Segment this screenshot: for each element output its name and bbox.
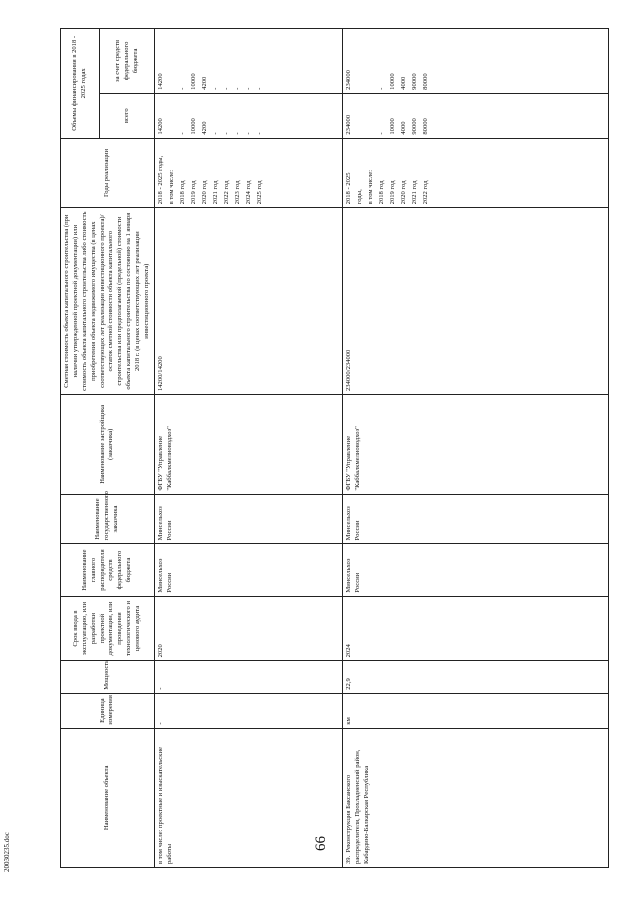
year-line: 2019 год [189,180,197,205]
cell-developer: ФГБУ "Управление "Каббалкмелиоводхоз" [342,395,609,495]
federal-value [168,32,179,90]
cell-total [342,93,609,138]
header-estimated-cost: Сметная стоимость объекта капитального строительства (при наличии утвержденной проектной документации) или стоимость объекта капитального строительства либо стоимость приобретения объекта недвижимого имущества (в ценах соответствующих лет реализации инвестиционного проекта)/ остаток сметной стоимости объекта капитального строительства или предполагаемой (предельной) стоимости объекта капитального строительства по состоянию на 1 января 2018 г. (в ценах соответствующих лет реализации инвестиционного проекта) [61,208,155,395]
cell-developer: ФГБУ "Управление "Каббалкмелиоводхоз" [154,395,342,495]
year-line: 2021 год [410,180,418,205]
total-value: - [178,132,186,135]
total-value [367,97,378,135]
year-line: в том числе: [167,169,175,205]
header-object: Наименование объекта [61,728,155,867]
cell-capacity: - [154,661,342,693]
total-value: - [222,132,230,135]
year-line: 2020 год [200,180,208,205]
header-total: всего [100,93,155,138]
year-line: 2018 - 2025 годы, [156,155,164,205]
table-row [154,29,342,868]
year-line: 2021 год [211,180,219,205]
year-line: в том числе: [366,169,374,205]
cell-capacity: 22,9 [342,661,609,693]
total-value: 10000 [189,118,197,135]
year-line: 2018 год [178,180,186,205]
federal-value: 10000 [189,73,197,90]
header-customer: Наименование государственного заказчика [61,494,155,544]
footer-filename: 20030235.doc [3,832,11,872]
year-line: 2024 год [244,180,252,205]
total-value: 234000 [344,114,352,135]
federal-value [356,32,367,90]
federal-value: 4200 [200,76,208,90]
year-line: годы, [355,189,363,205]
funding-table-container [60,28,570,868]
cell-federal [154,29,342,94]
cell-estimated-cost: 234000/234000 [342,208,609,395]
cell-unit: - [154,693,342,728]
cell-years [154,138,342,208]
header-commissioning: Срок ввода в эксплуатацию, или разработки проектной документации, или проведения технологического и ценового аудита [61,596,155,661]
year-line: 2022 год [222,180,230,205]
header-federal: за счет средств федерального бюджета [100,29,155,94]
cell-years [342,138,609,208]
header-capacity: Мощность [61,661,155,693]
cell-manager: Минсельхоз России [342,544,609,596]
year-line: 2025 год [255,180,263,205]
federal-value: 90000 [410,73,418,90]
total-value: 80000 [421,118,429,135]
total-value: 4200 [200,121,208,135]
object-name: в том числе: проектные и изыскательские работы [156,747,173,864]
federal-value: - [178,87,186,90]
total-value: - [233,132,241,135]
total-value: 14200 [156,118,164,135]
total-value: - [377,132,385,135]
total-value: - [211,132,219,135]
cell-object [154,728,342,867]
cell-customer: Минсельхоз России [342,494,609,544]
federal-value: - [244,87,252,90]
total-value [168,97,179,135]
cell-unit: км [342,693,609,728]
year-line: 2018 - 2025 [344,172,352,205]
federal-value: - [255,87,263,90]
federal-value [367,32,378,90]
year-line: 2022 год [421,180,429,205]
federal-value: 80000 [421,73,429,90]
header-manager: Наименование главного распорядителя средств федерального бюджета [61,544,155,596]
total-value: - [255,132,263,135]
rotated-table-wrapper [60,28,570,868]
year-line: 2020 год [399,180,407,205]
cell-customer: Минсельхоз России [154,494,342,544]
header-row-1 [61,29,100,868]
total-value: 4000 [399,121,407,135]
header-years: Годы реализации [61,138,155,208]
total-value [356,97,367,135]
cell-total [154,93,342,138]
total-value: 10000 [388,118,396,135]
federal-value: - [377,87,385,90]
cell-federal [342,29,609,94]
cell-object [342,728,609,867]
total-value: 90000 [410,118,418,135]
federal-value: - [211,87,219,90]
row-number: 39. [344,855,352,864]
year-line: 2019 год [388,180,396,205]
header-funding: Объемы финансирования в 2018 - 2025 годах [61,29,100,139]
year-line: 2023 год [233,180,241,205]
federal-value: 4000 [399,76,407,90]
page-number: 66 [313,836,329,851]
cell-commissioning: 2020 [154,596,342,661]
year-line: 2018 год [377,180,385,205]
cell-commissioning: 2024 [342,596,609,661]
cell-estimated-cost: 14200/14200 [154,208,342,395]
federal-value: 234000 [344,70,352,90]
header-unit: Единица измерения [61,693,155,728]
funding-table [60,28,609,868]
header-developer: Наименование застройщика (заказчика) [61,395,155,495]
federal-value: - [233,87,241,90]
federal-value: - [222,87,230,90]
object-name: Реконструкция Баксанского распределителя, Прохладненский район, Кабардино-Балкарская Республика [344,749,370,864]
federal-value: 10000 [388,73,396,90]
table-row [342,29,609,868]
federal-value: 14200 [156,73,164,90]
cell-manager: Минсельхоз России [154,544,342,596]
total-value: - [244,132,252,135]
